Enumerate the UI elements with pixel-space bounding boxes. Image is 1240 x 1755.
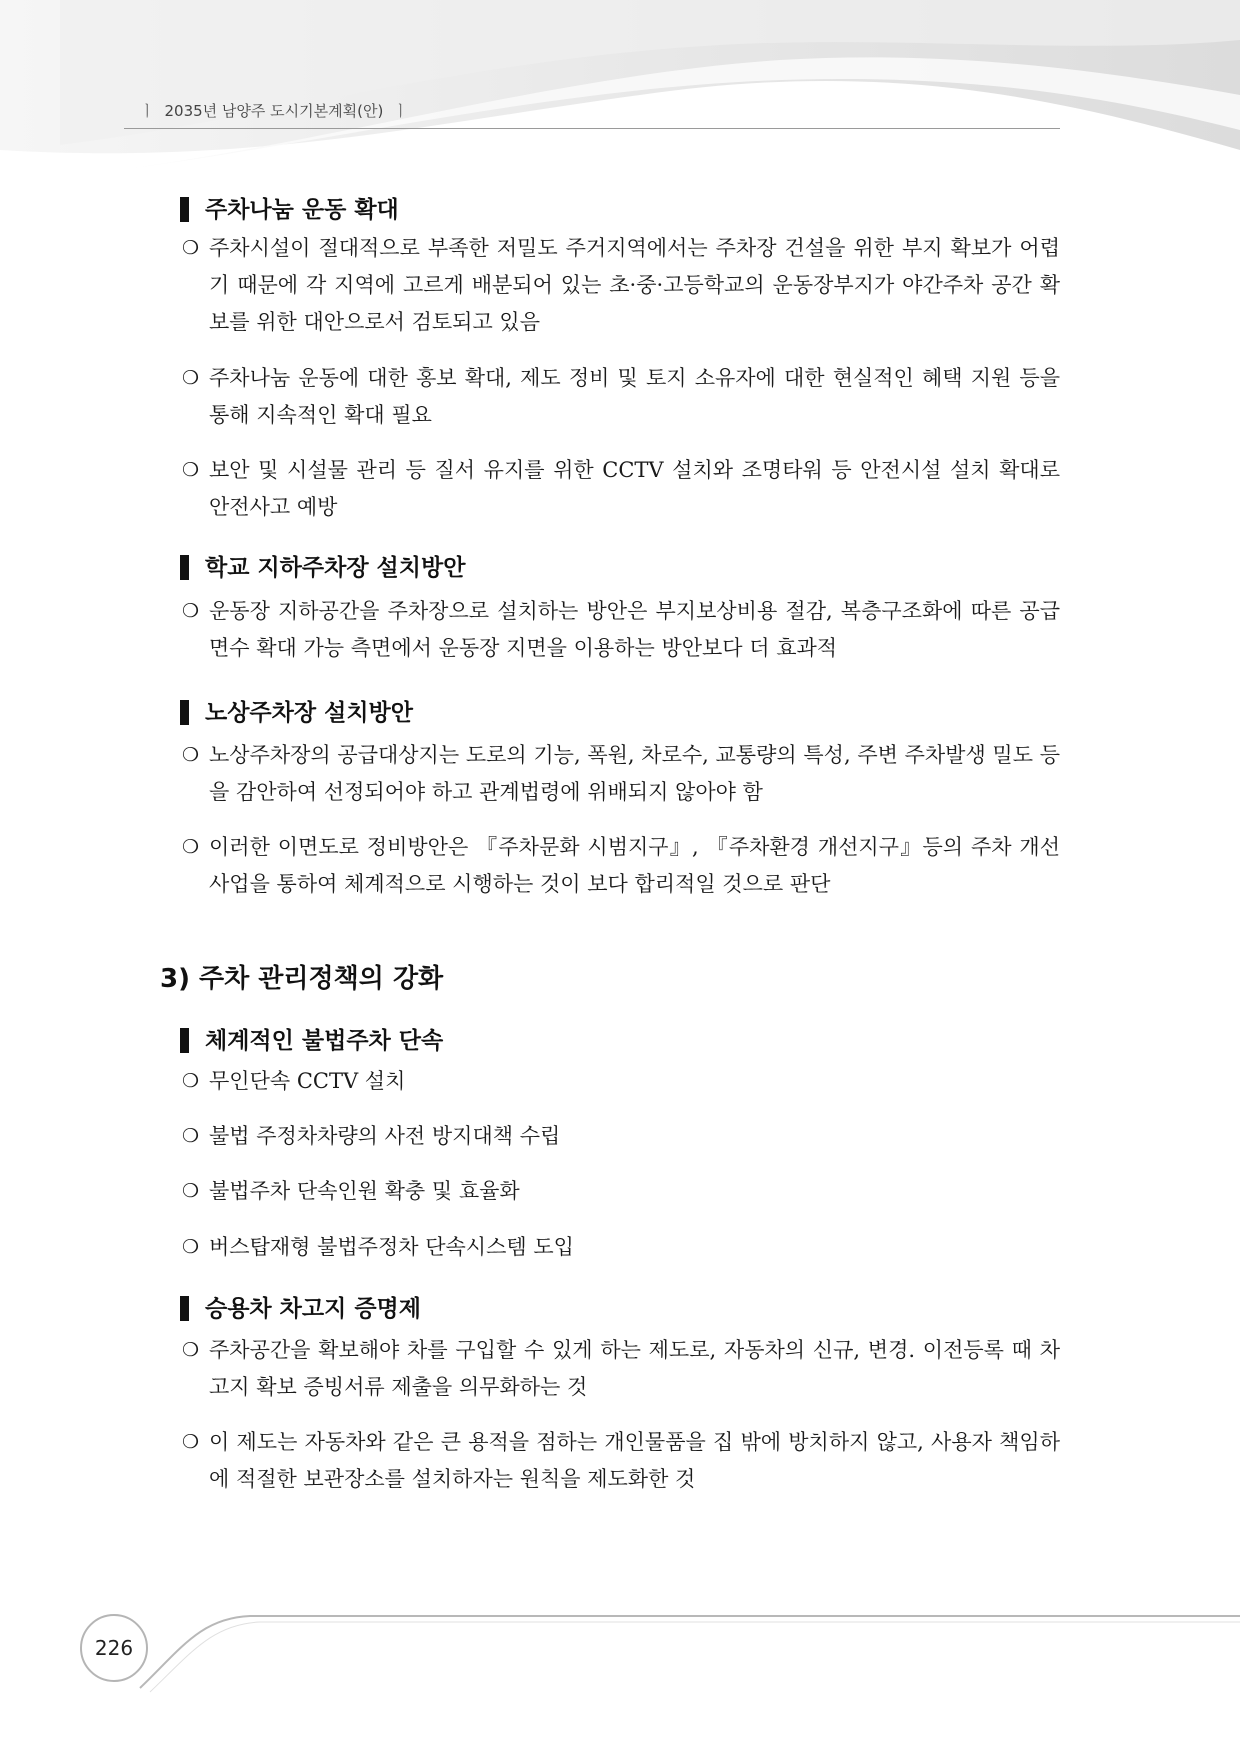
header-divider-right: ㅣ <box>393 102 408 120</box>
section-heading: 노상주차장 설치방안 <box>180 694 413 727</box>
circle-bullet-icon: ❍ <box>182 1180 200 1202</box>
page-number: 226 <box>80 1614 148 1682</box>
bullet-item <box>182 230 1060 341</box>
part-title: 3) 주차 관리정책의 강화 <box>160 964 444 994</box>
bullet-item <box>182 829 1060 903</box>
section-heading: 체계적인 불법주차 단속 <box>180 1022 443 1055</box>
item-text: 무인단속 CCTV 설치 <box>209 1069 406 1093</box>
bullet-item <box>182 452 1060 526</box>
circle-bullet-icon: ❍ <box>182 237 200 259</box>
header-rule <box>124 128 1060 129</box>
circle-bullet-icon: ❍ <box>182 367 200 389</box>
circle-bullet-icon: ❍ <box>182 600 200 622</box>
bullet-item <box>182 360 1060 434</box>
header-divider-left: ㅣ <box>140 102 155 120</box>
item-text: 주차나눔 운동에 대한 홍보 확대, 제도 정비 및 토지 소유자에 대한 현실적인 혜택 지원 등을 통해 지속적인 확대 필요 <box>209 366 1060 427</box>
bullet-item <box>182 1118 1060 1155</box>
bullet-item <box>182 737 1060 811</box>
square-bullet-icon <box>180 197 189 222</box>
section-heading: 승용차 차고지 증명제 <box>180 1290 421 1323</box>
square-bullet-icon <box>180 700 189 725</box>
document-title: 2035년 남양주 도시기본계획(안) <box>164 102 384 120</box>
bullet-item <box>182 1332 1060 1406</box>
bullet-item <box>182 1063 1060 1100</box>
item-text: 주차공간을 확보해야 차를 구입할 수 있게 하는 제도로, 자동차의 신규, 변경. 이전등록 때 차고지 확보 증빙서류 제출을 의무화하는 것 <box>209 1338 1060 1399</box>
square-bullet-icon <box>180 555 189 580</box>
bullet-item <box>182 1229 1060 1266</box>
bullet-item <box>182 1173 1060 1210</box>
circle-bullet-icon: ❍ <box>182 1236 200 1258</box>
circle-bullet-icon: ❍ <box>182 459 200 481</box>
item-text: 운동장 지하공간을 주차장으로 설치하는 방안은 부지보상비용 절감, 복층구조화에 따른 공급면수 확대 가능 측면에서 운동장 지면을 이용하는 방안보다 더 효과적 <box>209 599 1060 660</box>
circle-bullet-icon: ❍ <box>182 1070 200 1092</box>
section-heading: 학교 지하주차장 설치방안 <box>180 549 465 582</box>
footer-swoosh <box>80 1610 1240 1700</box>
circle-bullet-icon: ❍ <box>182 1431 200 1453</box>
bullet-item <box>182 1424 1060 1498</box>
running-header <box>130 100 418 121</box>
bullet-item <box>182 593 1060 667</box>
square-bullet-icon <box>180 1028 189 1053</box>
circle-bullet-icon: ❍ <box>182 1125 200 1147</box>
square-bullet-icon <box>180 1296 189 1321</box>
item-text: 주차시설이 절대적으로 부족한 저밀도 주거지역에서는 주차장 건설을 위한 부지 확보가 어렵기 때문에 각 지역에 고르게 배분되어 있는 초·중·고등학교의 운동장부지가 야간주차 공간 확보를 위한 대안으로서 검토되고 있음 <box>209 236 1060 334</box>
circle-bullet-icon: ❍ <box>182 744 200 766</box>
item-text: 불법 주정차차량의 사전 방지대책 수립 <box>209 1124 561 1148</box>
section-heading: 주차나눔 운동 확대 <box>180 191 399 224</box>
item-text: 노상주차장의 공급대상지는 도로의 기능, 폭원, 차로수, 교통량의 특성, 주변 주차발생 밀도 등을 감안하여 선정되어야 하고 관계법령에 위배되지 않아야 함 <box>209 743 1060 804</box>
item-text: 불법주차 단속인원 확충 및 효율화 <box>209 1179 520 1203</box>
item-text: 버스탑재형 불법주정차 단속시스템 도입 <box>209 1235 574 1259</box>
circle-bullet-icon: ❍ <box>182 836 200 858</box>
item-text: 이 제도는 자동차와 같은 큰 용적을 점하는 개인물품을 집 밖에 방치하지 않고, 사용자 책임하에 적절한 보관장소를 설치하자는 원칙을 제도화한 것 <box>209 1430 1060 1491</box>
circle-bullet-icon: ❍ <box>182 1339 200 1361</box>
item-text: 이러한 이면도로 정비방안은 『주차문화 시범지구』, 『주차환경 개선지구』등의 주차 개선사업을 통하여 체계적으로 시행하는 것이 보다 합리적일 것으로 판단 <box>209 835 1060 896</box>
item-text: 보안 및 시설물 관리 등 질서 유지를 위한 CCTV 설치와 조명타워 등 안전시설 설치 확대로 안전사고 예방 <box>209 458 1060 519</box>
